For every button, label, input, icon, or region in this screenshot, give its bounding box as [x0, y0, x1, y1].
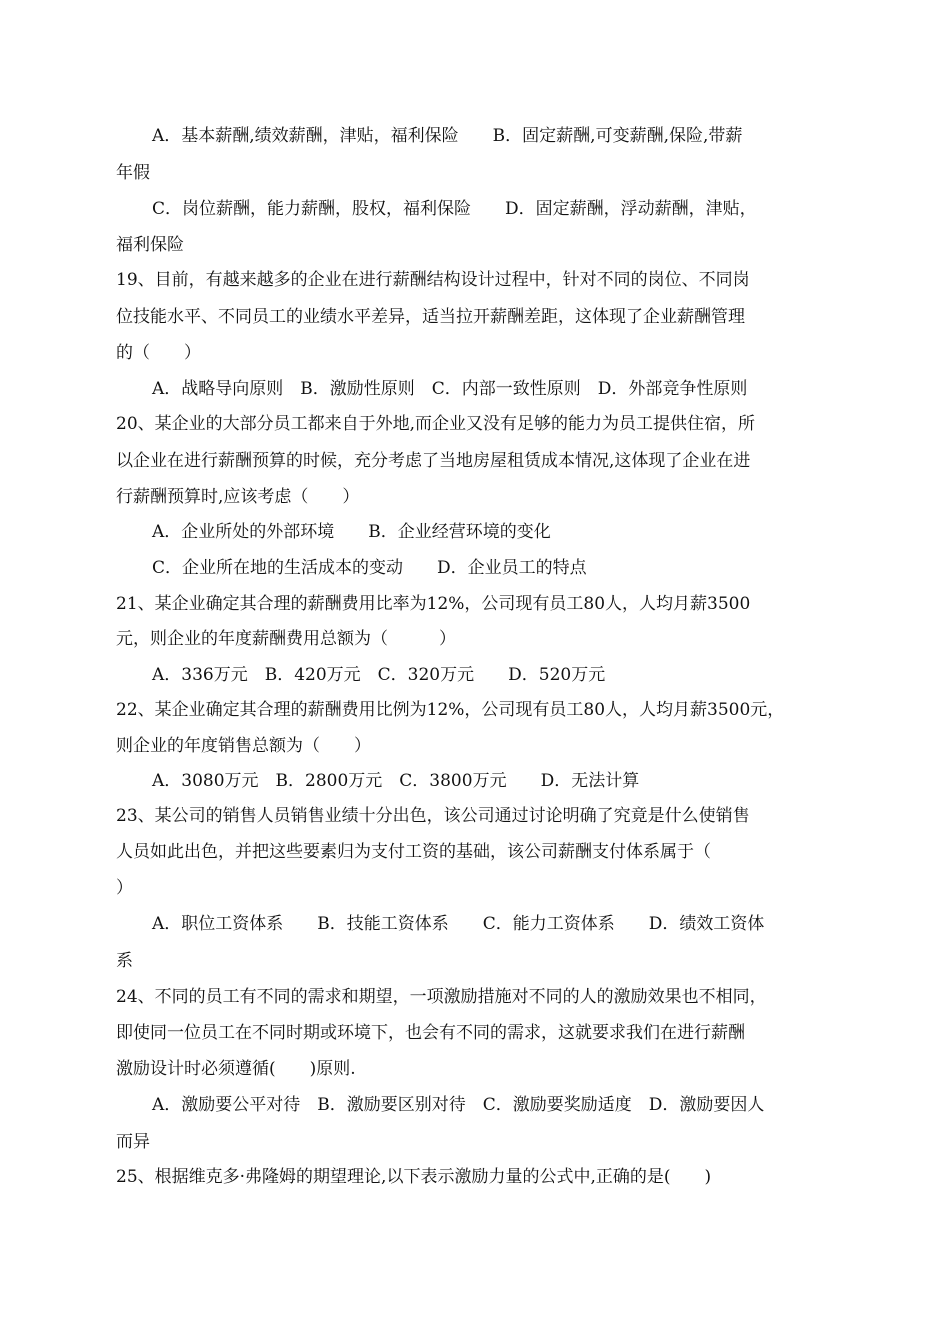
- q23-stem-line-1: 23、某公司的销售人员销售业绩十分出色，该公司通过讨论明确了究竟是什么使销售: [116, 806, 750, 826]
- q18-options-cd: C．岗位薪酬，能力薪酬，股权，福利保险 D．固定薪酬，浮动薪酬，津贴，: [152, 199, 757, 219]
- q24-stem-line-3: 激励设计时必须遵循( )原则.: [116, 1059, 356, 1079]
- q22-options: A．3080万元 B．2800万元 C．3800万元 D．无法计算: [152, 771, 640, 791]
- q24-stem-line-1: 24、不同的员工有不同的需求和期望，一项激励措施对不同的人的激励效果也不相同，: [116, 987, 767, 1007]
- q20-options-cd: C．企业所在地的生活成本的变动 D．企业员工的特点: [152, 558, 587, 578]
- q23-stem-line-2: 人员如此出色，并把这些要素归为支付工资的基础，该公司薪酬支付体系属于（: [116, 842, 711, 862]
- q21-stem-line-2: 元，则企业的年度薪酬费用总额为（ ）: [116, 629, 456, 649]
- q23-options-cont: 系: [116, 951, 133, 971]
- q22-stem-line-2: 则企业的年度销售总额为（ ）: [116, 736, 371, 756]
- q19-stem-line-3: 的（ ）: [116, 343, 201, 363]
- q25-stem-line-1: 25、根据维克多·弗隆姆的期望理论,以下表示激励力量的公式中,正确的是( ): [116, 1167, 712, 1187]
- q24-options: A．激励要公平对待 B．激励要区别对待 C．激励要奖励适度 D．激励要因人: [152, 1095, 765, 1115]
- q18-options-ab: A．基本薪酬,绩效薪酬，津贴，福利保险 B．固定薪酬,可变薪酬,保险,带薪: [152, 126, 743, 146]
- q23-options: A．职位工资体系 B．技能工资体系 C．能力工资体系 D．绩效工资体: [152, 914, 765, 934]
- q19-options: A．战略导向原则 B．激励性原则 C．内部一致性原则 D．外部竞争性原则: [152, 379, 748, 399]
- q24-options-cont: 而异: [116, 1132, 150, 1152]
- q21-stem-line-1: 21、某企业确定其合理的薪酬费用比率为12%，公司现有员工80人，人均月薪3500: [116, 594, 751, 614]
- q23-stem-line-3: ）: [116, 878, 133, 898]
- q21-options: A．336万元 B．420万元 C．320万元 D．520万元: [152, 665, 606, 685]
- q20-stem-line-2: 以企业在进行薪酬预算的时候，充分考虑了当地房屋租赁成本情况,这体现了企业在进: [116, 451, 751, 471]
- q20-stem-line-1: 20、某企业的大部分员工都来自于外地,而企业又没有足够的能力为员工提供住宿，所: [116, 414, 756, 434]
- q18-options-ab-cont: 年假: [116, 163, 150, 183]
- q22-stem-line-1: 22、某企业确定其合理的薪酬费用比例为12%，公司现有员工80人，人均月薪3500元，: [116, 700, 785, 720]
- q24-stem-line-2: 即使同一位员工在不同时期或环境下，也会有不同的需求，这就要求我们在进行薪酬: [116, 1023, 745, 1043]
- q20-stem-line-3: 行薪酬预算时,应该考虑（ ）: [116, 487, 360, 507]
- q18-options-cd-cont: 福利保险: [116, 235, 184, 255]
- q19-stem-line-1: 19、目前，有越来越多的企业在进行薪酬结构设计过程中，针对不同的岗位、不同岗: [116, 270, 750, 290]
- q19-stem-line-2: 位技能水平、不同员工的业绩水平差异，适当拉开薪酬差距，这体现了企业薪酬管理: [116, 307, 745, 327]
- q20-options-ab: A．企业所处的外部环境 B．企业经营环境的变化: [152, 522, 551, 542]
